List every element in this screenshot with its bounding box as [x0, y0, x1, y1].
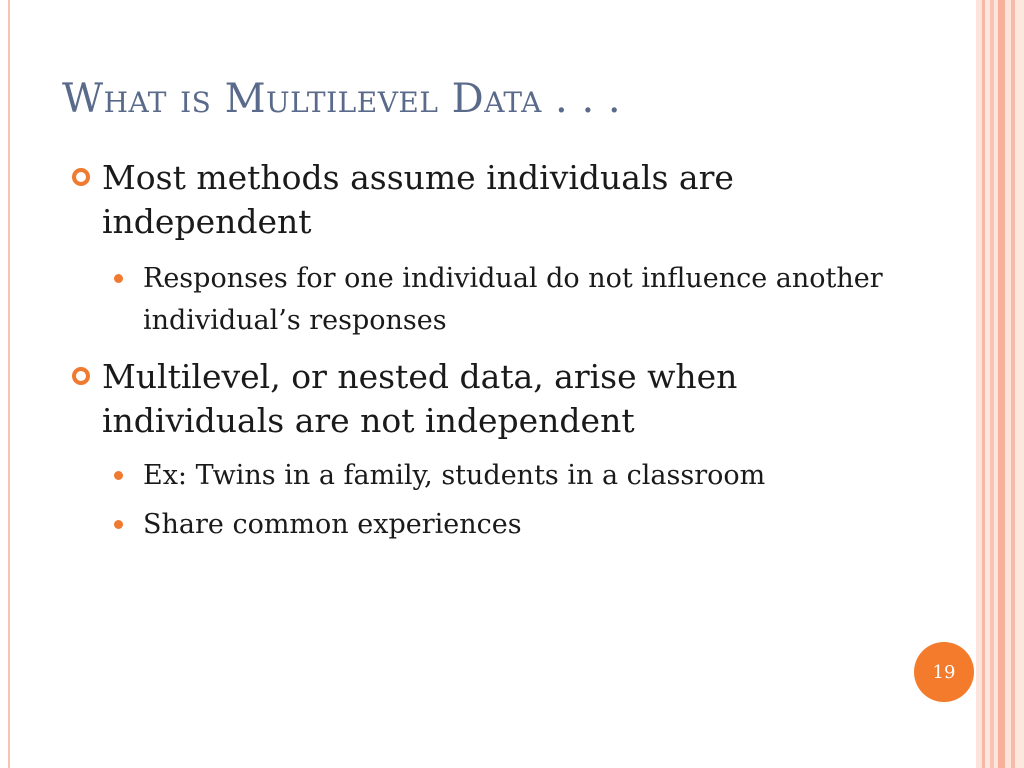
slide-title: What is Multilevel Data . . .	[62, 76, 622, 122]
ring-bullet-icon	[72, 168, 90, 186]
sub-bullet-item	[114, 455, 914, 497]
left-border-line	[8, 0, 10, 768]
dot-bullet-icon	[114, 471, 123, 480]
dot-bullet-icon	[114, 274, 123, 283]
bullet-text: Multilevel, or nested data, arise when individuals are not independent	[102, 357, 738, 440]
sub-bullet-item	[114, 504, 914, 546]
page-number-badge: 19	[914, 642, 974, 702]
decorative-stripe	[1015, 0, 1024, 768]
bullet-item	[72, 355, 832, 443]
dot-bullet-icon	[114, 520, 123, 529]
sub-bullet-text: Responses for one individual do not influence another individual’s responses	[143, 263, 883, 336]
ring-bullet-icon	[72, 367, 90, 385]
sub-bullet-text: Ex: Twins in a family, students in a classroom	[143, 460, 766, 491]
sub-bullet-text: Share common experiences	[143, 509, 522, 540]
bullet-item	[72, 156, 832, 244]
bullet-text: Most methods assume individuals are independent	[102, 158, 734, 241]
decorative-stripe	[998, 0, 1005, 768]
sub-bullet-item	[114, 258, 914, 342]
